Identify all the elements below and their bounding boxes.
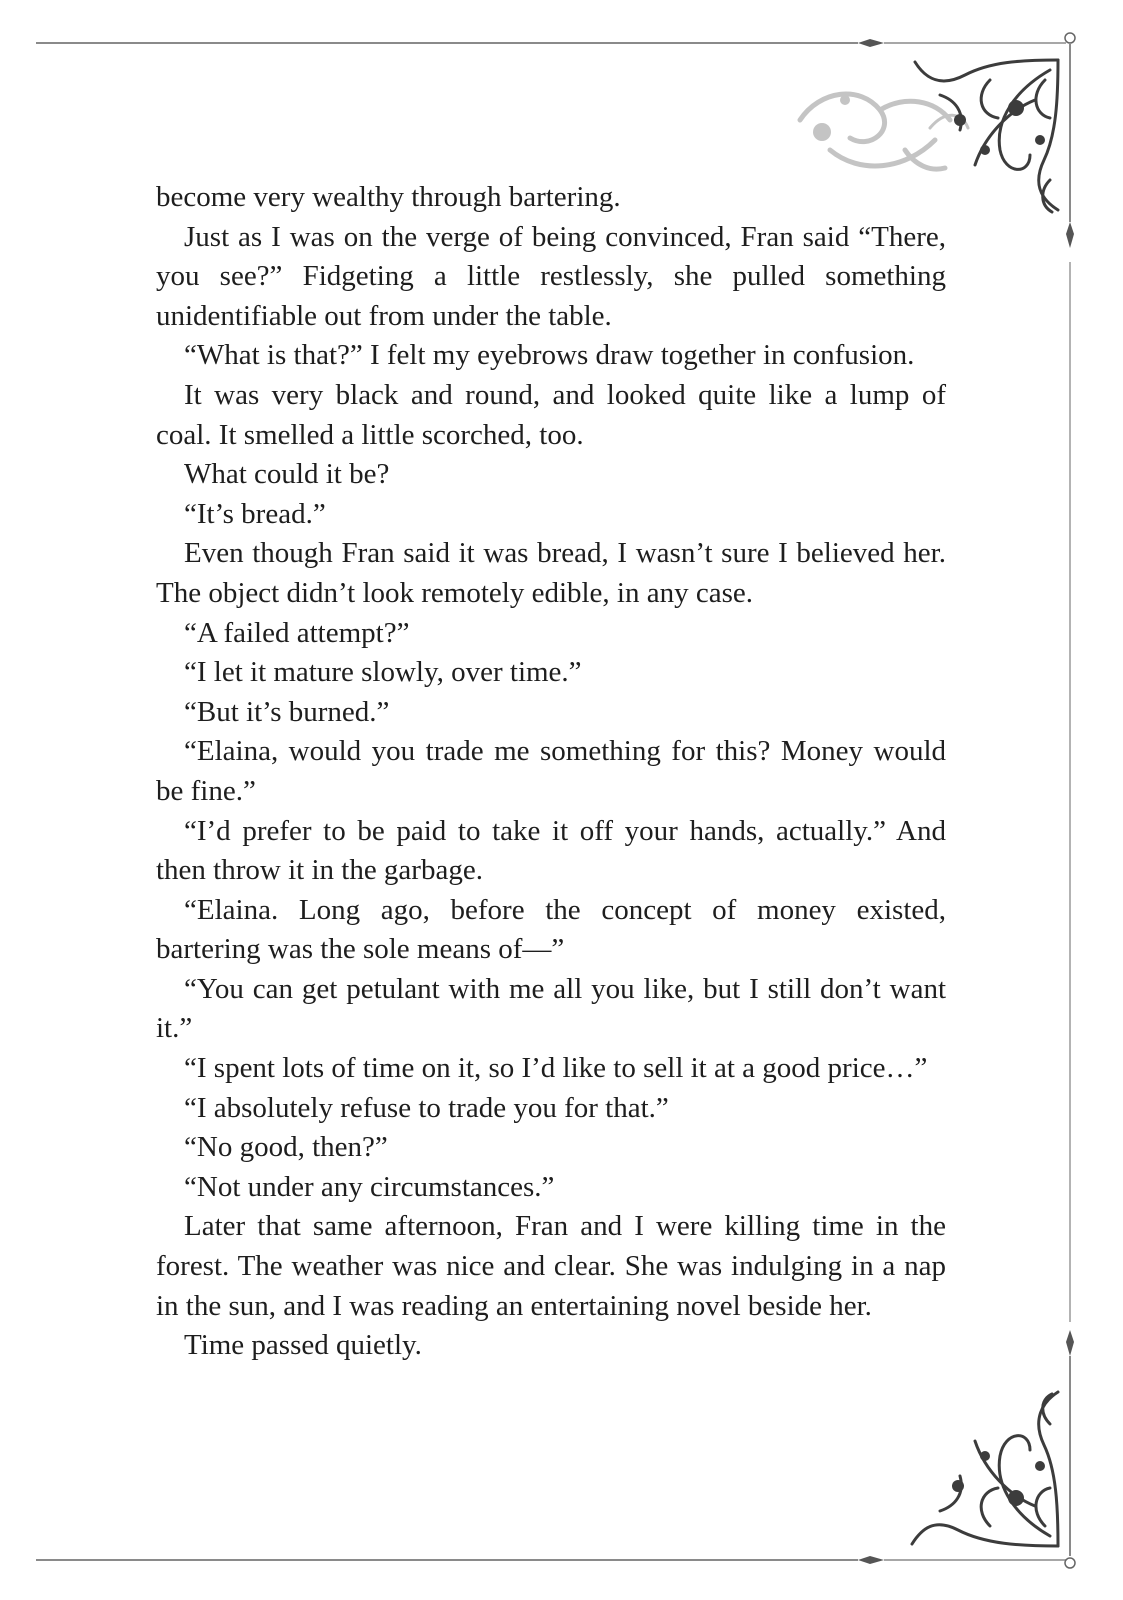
paragraph: “I let it mature slowly, over time.” [184, 656, 582, 689]
paragraph: Just as I was on the verge of being convinced, Fran said “There, you see?” Fidgeting a little restlessly, she pulled something unidentifiable out from under the table. [156, 220, 946, 332]
paragraph: “Not under any circumstances.” [184, 1170, 555, 1203]
paragraph: Later that same afternoon, Fran and I were killing time in the forest. The weather was nice and clear. She was indulging in a nap in the sun, and I was reading an entertaining novel beside her. [156, 1210, 946, 1322]
paragraph: “It’s bread.” [184, 497, 326, 530]
paragraph: “But it’s burned.” [184, 695, 390, 728]
right-rule-diamond-bottom-icon [1066, 1330, 1074, 1356]
paragraph: What could it be? [184, 458, 390, 491]
paragraph: Even though Fran said it was bread, I wasn’t sure I believed her. The object didn’t look remotely edible, in any case. [156, 537, 946, 609]
swirl-flourish-icon [800, 94, 968, 169]
paragraph: Time passed quietly. [184, 1329, 422, 1362]
paragraph: become very wealthy through bartering. [156, 181, 621, 213]
paragraph: It was very black and round, and looked quite like a lump of coal. It smelled a little scorched, too. [156, 378, 946, 451]
paragraph: “No good, then?” [184, 1131, 388, 1164]
paragraph: “I absolutely refuse to trade you for that.” [184, 1091, 669, 1124]
bottom-rule-diamond-icon [858, 1556, 884, 1564]
body-text [156, 178, 946, 1366]
paragraph: “I spent lots of time on it, so I’d like to sell it at a good price…” [184, 1052, 928, 1085]
paragraph: “What is that?” I felt my eyebrows draw together in confusion. [184, 339, 915, 372]
paragraph: “You can get petulant with me all you like, but I still don’t want it.” [156, 972, 946, 1045]
paragraph: “Elaina. Long ago, before the concept of money existed, bartering was the sole means of—” [156, 893, 946, 966]
paragraph: “Elaina, would you trade me something for this? Money would be fine.” [156, 735, 946, 807]
top-rule-diamond-icon [858, 39, 884, 47]
paragraph: “A failed attempt?” [184, 616, 410, 649]
right-rule-diamond-top-icon [1066, 222, 1074, 248]
paragraph: “I’d prefer to be paid to take it off your hands, actually.” And then throw it in the garbage. [156, 814, 946, 887]
corner-flourish-bottom-right-icon [912, 1392, 1058, 1546]
